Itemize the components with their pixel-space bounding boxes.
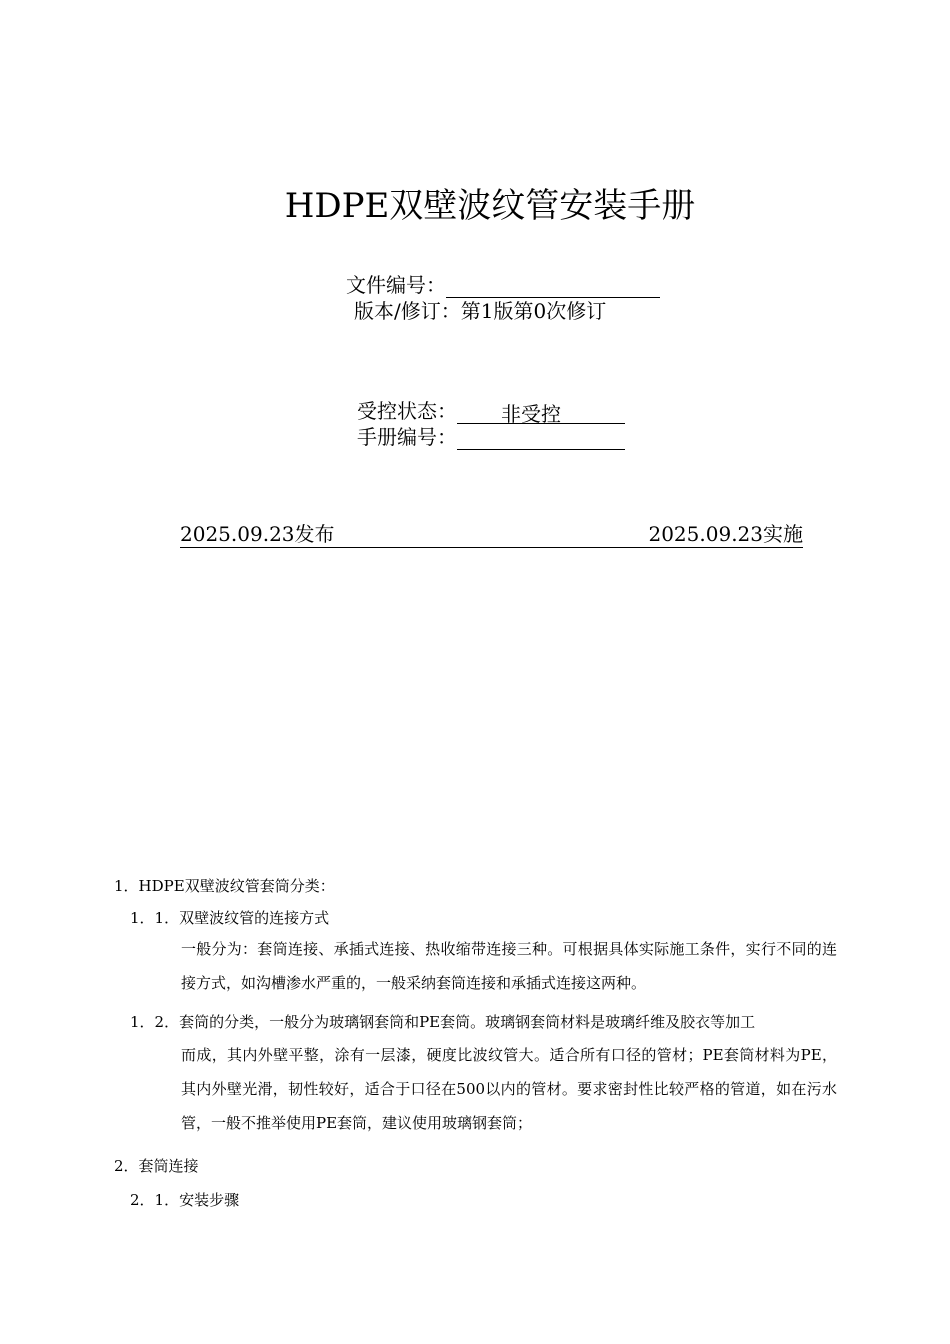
control-status-value: 非受控 (501, 402, 561, 426)
date-line (180, 521, 803, 548)
version-label: 版本/修订： (354, 299, 461, 323)
version-value: 第1版第0次修订 (460, 299, 607, 323)
section-1-2-first-line: 1．2．套筒的分类，一般分为玻璃钢套筒和PE套筒。玻璃钢套筒材料是玻璃纤维及胶衣等加工 (130, 1013, 756, 1031)
section-1-heading: 1．HDPE双壁波纹管套筒分类： (114, 877, 335, 895)
version-row (354, 298, 606, 324)
section-2-1-heading: 2．1．安装步骤 (130, 1191, 240, 1209)
manual-number-row (357, 424, 625, 450)
effective-date: 2025.09.23实施 (648, 522, 803, 546)
control-status-label: 受控状态： (357, 399, 457, 423)
control-status-field (457, 401, 625, 424)
doc-number-blank (446, 275, 660, 298)
section-2-heading: 2．套筒连接 (114, 1157, 199, 1175)
doc-number-row (346, 272, 660, 298)
doc-number-label: 文件编号： (346, 273, 446, 297)
section-1-2-body: 而成，其内外壁平整，涂有一层漆，硬度比波纹管大。适合所有口径的管材；PE套筒材料为PE，其内外壁光滑，韧性较好，适合于口径在500以内的管材。要求密封性比较严格的管道，如在污水管，一般不推举使用PE套筒，建议使用玻璃钢套筒； (181, 1046, 837, 1132)
document-title: HDPE双壁波纹管安装手册 (284, 186, 696, 226)
manual-number-blank (457, 427, 625, 450)
section-1-1-body: 一般分为：套筒连接、承插式连接、热收缩带连接三种。可根据具体实际施工条件，实行不同的连接方式，如沟槽渗水严重的，一般采纳套筒连接和承插式连接这两种。 (181, 940, 837, 992)
control-status-row (357, 398, 625, 424)
manual-number-label: 手册编号： (357, 425, 457, 449)
section-1-1-heading: 1．1．双壁波纹管的连接方式 (130, 909, 330, 927)
publish-date: 2025.09.23发布 (180, 522, 335, 546)
